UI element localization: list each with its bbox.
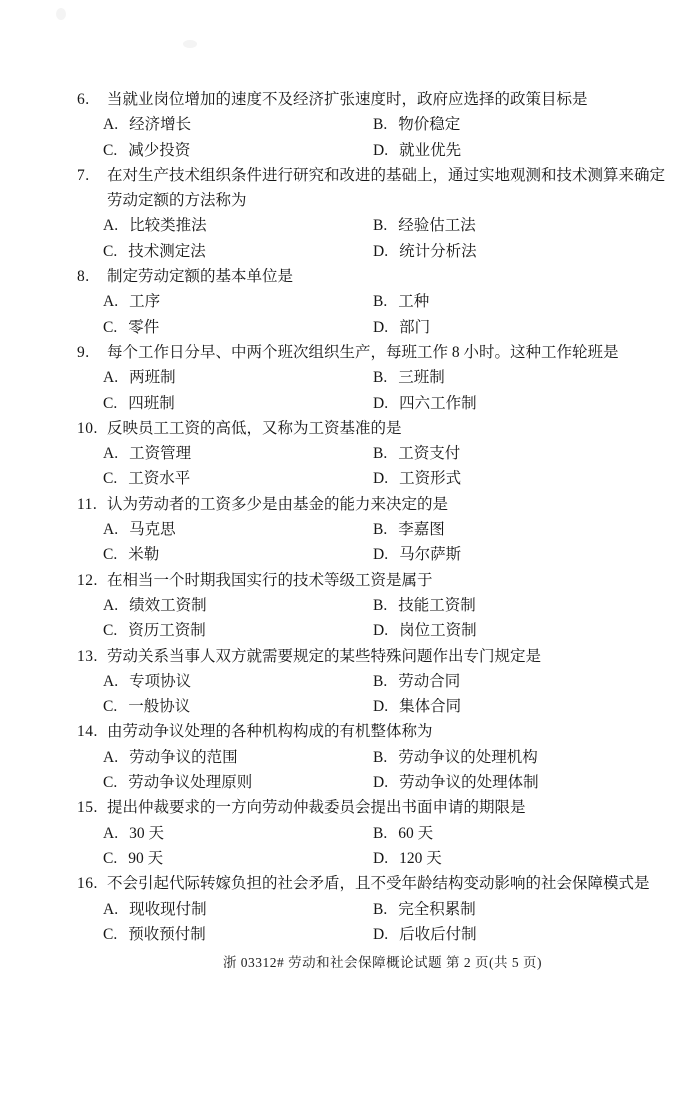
option-label: B. <box>373 672 388 690</box>
question-number: 9. <box>77 343 90 361</box>
option-label: D. <box>373 141 389 159</box>
option-item <box>103 821 373 846</box>
option-item <box>373 897 687 922</box>
option-label: C. <box>103 925 118 943</box>
option-item <box>373 239 687 264</box>
option-text: 专项协议 <box>129 672 192 690</box>
option-text: 集体合同 <box>399 698 462 716</box>
question-text: 当就业岗位增加的速度不及经济扩张速度时，政府应选择的政策目标是 <box>107 91 588 108</box>
options-grid <box>103 745 687 796</box>
question-line <box>0 568 687 593</box>
question-item <box>0 492 687 568</box>
scan-artifact <box>56 8 66 20</box>
options-grid <box>103 517 687 568</box>
option-item <box>103 239 373 264</box>
option-text: 资历工资制 <box>128 622 206 640</box>
question-number: 13. <box>77 647 98 665</box>
question-text: 由劳动争议处理的各种机构构成的有机整体称为 <box>107 723 433 741</box>
question-number: 10. <box>77 419 98 437</box>
options-grid <box>103 821 687 872</box>
question-text: 每个工作日分早、中两个班次组织生产，每班工作 8 小时。这种工作轮班是 <box>107 343 619 361</box>
option-item <box>103 922 373 947</box>
option-label: B. <box>373 900 388 918</box>
option-item <box>373 112 687 137</box>
option-item <box>373 365 687 390</box>
question-number: 7. <box>77 166 90 184</box>
option-label: D. <box>373 318 389 336</box>
option-item <box>373 213 687 238</box>
question-item <box>0 340 687 416</box>
option-item <box>373 745 687 770</box>
question-number: 11. <box>77 495 98 513</box>
option-text: 90 天 <box>128 849 164 867</box>
question-item <box>0 264 687 340</box>
options-grid <box>103 213 687 264</box>
question-item <box>0 163 687 264</box>
option-text: 米勒 <box>128 546 160 564</box>
options-grid <box>103 593 687 644</box>
question-line <box>0 795 687 820</box>
option-item <box>103 669 373 694</box>
option-text: 现收现付制 <box>129 900 207 918</box>
question-line <box>0 264 687 289</box>
option-text: 两班制 <box>129 369 176 387</box>
option-text: 物价稳定 <box>398 116 461 134</box>
option-item <box>373 821 687 846</box>
option-label: B. <box>373 596 388 614</box>
option-item <box>103 441 373 466</box>
option-text: 工资形式 <box>399 470 462 488</box>
question-line <box>0 871 687 896</box>
question-line <box>0 163 687 214</box>
option-item <box>373 466 687 491</box>
option-text: 劳动争议处理原则 <box>128 774 253 792</box>
option-label: C. <box>103 698 118 716</box>
option-label: A. <box>103 748 119 766</box>
option-label: C. <box>103 774 118 792</box>
option-text: 比较类推法 <box>129 217 207 235</box>
question-number: 8. <box>77 268 90 286</box>
option-text: 绩效工资制 <box>129 596 207 614</box>
question-line <box>0 719 687 744</box>
option-label: D. <box>373 242 389 260</box>
option-text: 60 天 <box>398 824 434 842</box>
question-text: 提出仲裁要求的一方向劳动仲裁委员会提出书面申请的期限是 <box>107 799 526 817</box>
option-label: C. <box>103 470 118 488</box>
option-label: A. <box>103 116 119 134</box>
option-label: A. <box>103 900 119 918</box>
question-text: 在相当一个时期我国实行的技术等级工资是属于 <box>107 571 433 589</box>
option-label: C. <box>103 242 118 260</box>
option-text: 部门 <box>399 318 431 336</box>
question-number: 15. <box>77 799 98 817</box>
option-label: C. <box>103 622 118 640</box>
question-item <box>0 568 687 644</box>
option-label: D. <box>373 925 389 943</box>
option-item <box>373 694 687 719</box>
option-text: 统计分析法 <box>399 242 477 260</box>
option-text: 劳动争议的范围 <box>129 748 238 766</box>
scan-artifact <box>183 40 197 48</box>
option-text: 劳动合同 <box>398 672 461 690</box>
option-label: A. <box>103 596 119 614</box>
options-grid <box>103 441 687 492</box>
option-text: 技能工资制 <box>398 596 476 614</box>
option-label: B. <box>373 116 388 134</box>
option-item <box>103 593 373 618</box>
option-label: D. <box>373 394 389 412</box>
option-label: B. <box>373 445 388 463</box>
option-text: 劳动争议的处理机构 <box>398 748 538 766</box>
question-line <box>0 340 687 365</box>
options-grid <box>103 365 687 416</box>
option-item <box>103 213 373 238</box>
question-item <box>0 416 687 492</box>
option-item <box>103 618 373 643</box>
option-item <box>373 441 687 466</box>
option-text: 30 天 <box>129 824 164 842</box>
option-text: 马克思 <box>129 521 176 539</box>
option-text: 一般协议 <box>128 698 191 716</box>
question-text: 认为劳动者的工资多少是由基金的能力来决定的是 <box>107 495 449 513</box>
option-label: A. <box>103 521 119 539</box>
option-text: 就业优先 <box>399 141 462 159</box>
option-item <box>103 745 373 770</box>
question-line <box>0 87 687 112</box>
option-text: 工资管理 <box>129 445 192 463</box>
option-label: A. <box>103 672 119 690</box>
option-label: D. <box>373 774 389 792</box>
page-footer: 浙 03312# 劳动和社会保障概论试题 第 2 页(共 5 页) <box>222 955 543 970</box>
option-item <box>373 138 687 163</box>
option-text: 120 天 <box>399 849 442 867</box>
question-text: 在对生产技术组织条件进行研究和改进的基础上，通过实地观测和技术测算来确定劳动定额的方法称为 <box>107 166 666 210</box>
option-item <box>103 542 373 567</box>
option-label: B. <box>373 824 388 842</box>
option-item <box>373 517 687 542</box>
option-item <box>103 694 373 719</box>
option-text: 三班制 <box>398 369 445 387</box>
question-number: 16. <box>77 875 98 893</box>
option-item <box>373 770 687 795</box>
option-item <box>103 846 373 871</box>
option-label: C. <box>103 849 118 867</box>
option-text: 工资水平 <box>128 470 191 488</box>
option-item <box>373 618 687 643</box>
option-text: 马尔萨斯 <box>399 546 462 564</box>
option-text: 工种 <box>398 293 430 311</box>
option-text: 减少投资 <box>128 141 191 159</box>
option-text: 技术测定法 <box>128 242 206 260</box>
question-line <box>0 492 687 517</box>
option-label: B. <box>373 217 388 235</box>
option-label: A. <box>103 824 119 842</box>
question-text: 劳动关系当事人双方就需要规定的某些特殊问题作出专门规定是 <box>107 647 542 665</box>
option-text: 完全积累制 <box>398 900 476 918</box>
option-label: D. <box>373 698 389 716</box>
option-label: D. <box>373 849 389 867</box>
question-item <box>0 87 687 163</box>
option-text: 预收预付制 <box>128 925 206 943</box>
option-item <box>103 466 373 491</box>
option-text: 工序 <box>129 293 161 311</box>
option-label: C. <box>103 394 118 412</box>
option-label: A. <box>103 369 119 387</box>
option-label: D. <box>373 470 389 488</box>
option-item <box>373 846 687 871</box>
option-label: B. <box>373 748 388 766</box>
question-item <box>0 871 687 947</box>
option-item <box>103 315 373 340</box>
options-grid <box>103 897 687 948</box>
option-label: C. <box>103 141 118 159</box>
options-grid <box>103 289 687 340</box>
question-item <box>0 719 687 795</box>
question-text: 不会引起代际转嫁负担的社会矛盾，且不受年龄结构变动影响的社会保障模式是 <box>107 875 650 893</box>
option-item <box>103 517 373 542</box>
option-item <box>103 365 373 390</box>
option-item <box>373 593 687 618</box>
option-item <box>373 289 687 314</box>
question-line <box>0 644 687 669</box>
option-label: B. <box>373 369 388 387</box>
option-label: A. <box>103 445 119 463</box>
option-text: 岗位工资制 <box>399 622 477 640</box>
option-label: A. <box>103 217 119 235</box>
options-grid <box>103 112 687 163</box>
option-text: 经济增长 <box>129 116 192 134</box>
option-item <box>373 315 687 340</box>
option-item <box>103 391 373 416</box>
option-item <box>373 669 687 694</box>
question-number: 12. <box>77 571 98 589</box>
option-label: B. <box>373 521 388 539</box>
options-grid <box>103 669 687 720</box>
option-label: B. <box>373 293 388 311</box>
question-text: 制定劳动定额的基本单位是 <box>107 268 294 286</box>
question-item <box>0 795 687 871</box>
option-text: 后收后付制 <box>399 925 477 943</box>
option-text: 经验估工法 <box>398 217 476 235</box>
question-list <box>0 87 687 947</box>
question-number: 14. <box>77 723 98 741</box>
option-item <box>373 391 687 416</box>
option-text: 李嘉图 <box>398 521 445 539</box>
option-text: 四班制 <box>128 394 175 412</box>
option-item <box>103 138 373 163</box>
option-label: D. <box>373 546 389 564</box>
question-number: 6. <box>77 91 90 108</box>
option-label: C. <box>103 318 118 336</box>
option-item <box>103 770 373 795</box>
option-item <box>103 112 373 137</box>
question-text: 反映员工工资的高低，又称为工资基准的是 <box>107 419 402 437</box>
question-item <box>0 644 687 720</box>
question-line <box>0 416 687 441</box>
option-text: 劳动争议的处理体制 <box>399 774 539 792</box>
option-item <box>373 922 687 947</box>
option-item <box>103 289 373 314</box>
option-label: C. <box>103 546 118 564</box>
option-item <box>373 542 687 567</box>
option-text: 四六工作制 <box>399 394 477 412</box>
option-label: D. <box>373 622 389 640</box>
option-text: 工资支付 <box>398 445 461 463</box>
option-text: 零件 <box>128 318 160 336</box>
option-label: A. <box>103 293 119 311</box>
option-item <box>103 897 373 922</box>
